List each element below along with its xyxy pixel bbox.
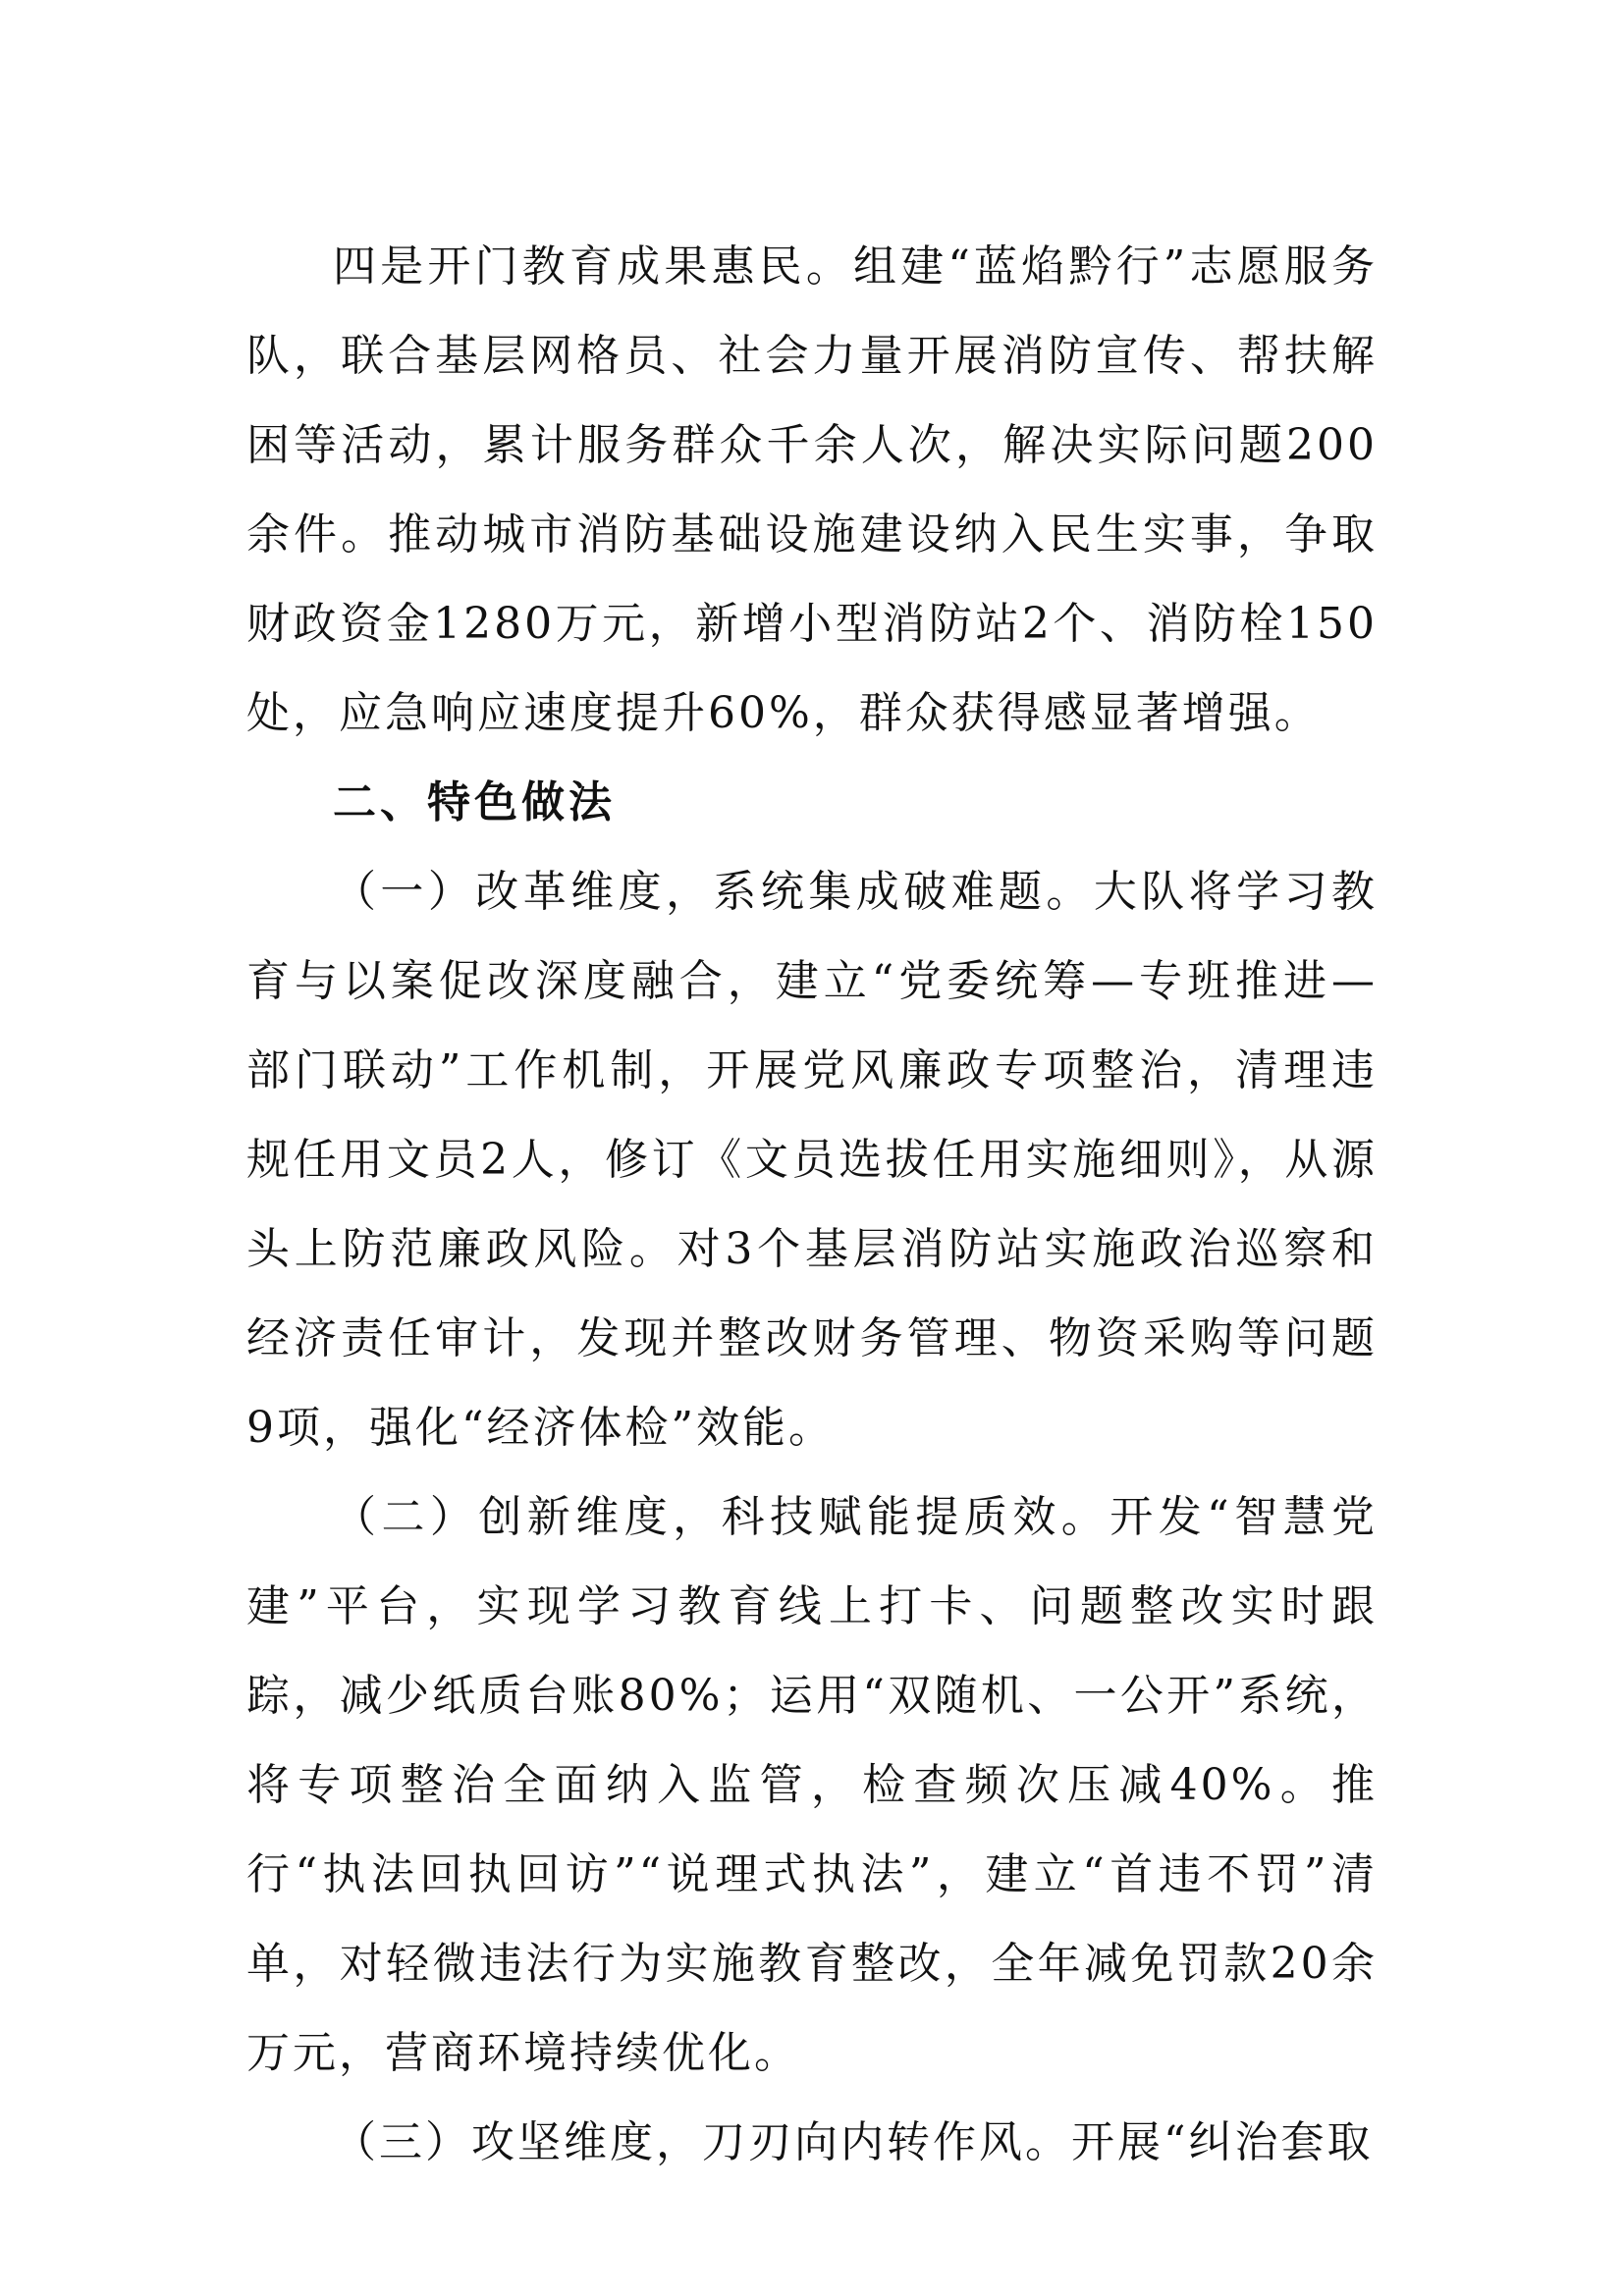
paragraph-innovation-dimension: （二）创新维度，科技赋能提质效。开发“智慧党建”平台，实现学习教育线上打卡、问题整改实时跟踪，减少纸质台账80%；运用“双随机、一公开”系统，将专项整治全面纳入监管，检查频次压减40%。推行“执法回执回访”“说理式执法”，建立“首违不罚”清单，对轻微违法行为实施教育整改，全年减免罚款20余万元，营商环境持续优化。 bbox=[246, 1492, 1378, 2078]
document-body bbox=[246, 222, 1378, 2187]
paragraph-public-benefit: 四是开门教育成果惠民。组建“蓝焰黔行”志愿服务队，联合基层网格员、社会力量开展消防宣传、帮扶解困等活动，累计服务群众千余人次，解决实际问题200余件。推动城市消防基础设施建设纳入民生实事，争取财政资金1280万元，新增小型消防站2个、消防栓150处，应急响应速度提升60%，群众获得感显著增强。 bbox=[246, 241, 1378, 738]
paragraph-tackling-dimension: （三）攻坚维度，刀刃向内转作风。开展“纠治套取 bbox=[333, 2117, 1374, 2167]
section-heading-characteristic-practices: 二、特色做法 bbox=[333, 777, 616, 828]
paragraph-reform-dimension: （一）改革维度，系统集成破难题。大队将学习教育与以案促改深度融合，建立“党委统筹—专班推进—部门联动”工作机制，开展党风廉政专项整治，清理违规任用文员2人，修订《文员选拔任用实施细则》，从源头上防范廉政风险。对3个基层消防站实施政治巡察和经济责任审计，发现并整改财务管理、物资采购等问题9项，强化“经济体检”效能。 bbox=[246, 867, 1378, 1453]
